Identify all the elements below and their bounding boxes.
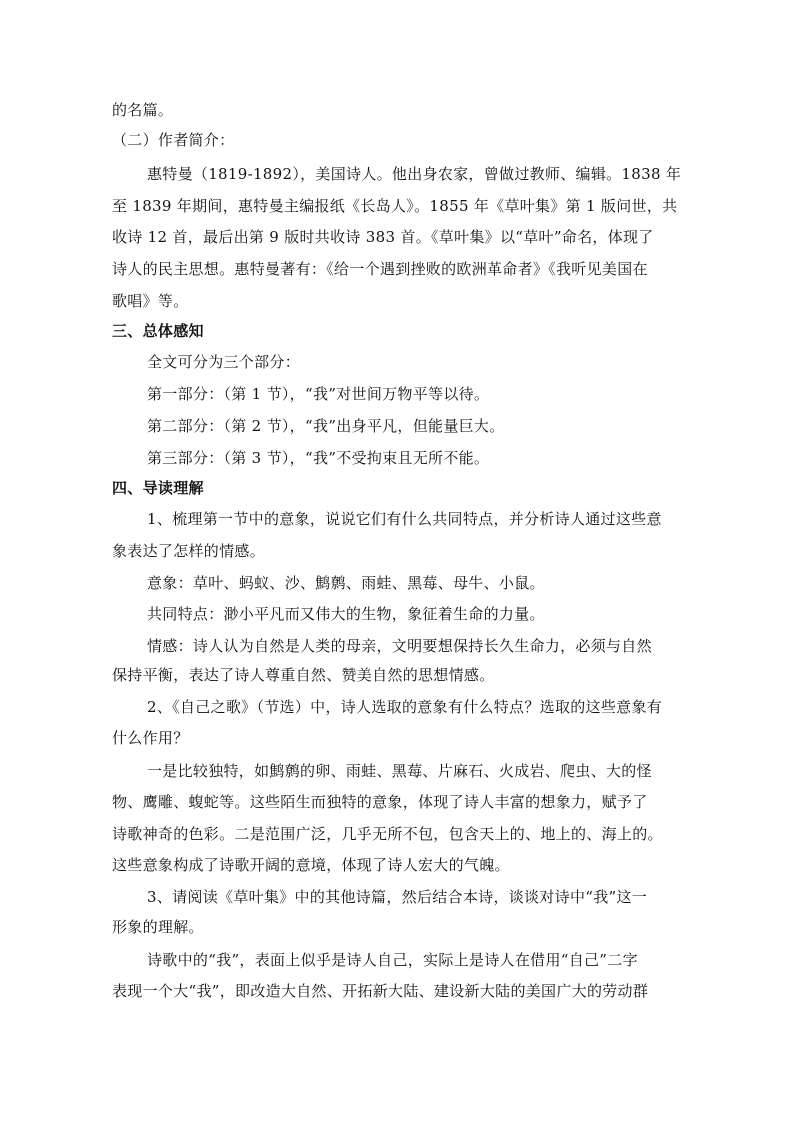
paragraph-line: 第一部分：（第 1 节），“我”对世间万物平等以待。	[147, 385, 490, 403]
paragraph-line: 诗歌中的“我”，表面上似乎是诗人自己，实际上是诗人在借用“自己”二字	[147, 951, 638, 969]
paragraph-line: 一是比较独特，如鹪鹩的卵、雨蛙、黑莓、片麻石、火成岩、爬虫、大的怪	[147, 762, 652, 780]
paragraph-line: 表现一个大“我”，即改造大自然、开拓新大陆、建设新大陆的美国广大的劳动群	[112, 982, 649, 1000]
paragraph-line: 共同特点：渺小平凡而又伟大的生物，象征着生命的力量。	[147, 605, 545, 623]
paragraph-line: 情感：诗人认为自然是人类的母亲，文明要想保持长久生命力，必须与自然	[147, 637, 652, 655]
paragraph-line: 第三部分：（第 3 节），“我”不受拘束且无所不能。	[147, 449, 490, 467]
paragraph-line: 歌唱》等。	[112, 292, 189, 310]
paragraph-line: 保持平衡，表达了诗人尊重自然、赞美自然的思想情感。	[112, 666, 495, 684]
paragraph-line: 第二部分：（第 2 节），“我”出身平凡，但能量巨大。	[147, 417, 505, 435]
paragraph-line: 2、《自己之歌》（节选）中，诗人选取的意象有什么特点？选取的这些意象有	[147, 698, 663, 716]
paragraph-line: 这些意象构成了诗歌开阔的意境，体现了诗人宏大的气魄。	[112, 856, 510, 874]
paragraph-line: 的名篇。	[112, 101, 174, 119]
section-heading: 四、导读理解	[112, 479, 204, 497]
paragraph-line: 意象：草叶、蚂蚁、沙、鹪鹩、雨蛙、黑莓、母牛、小鼠。	[147, 574, 545, 592]
section-heading: 三、总体感知	[112, 322, 204, 340]
section-subheading: （二）作者简介：	[112, 131, 235, 149]
paragraph-line: 至 1839 年期间，惠特曼主编报纸《长岛人》。1855 年《草叶集》第 1 版问世，共	[112, 197, 678, 215]
paragraph-line: 物、鹰雕、蝮蛇等。这些陌生而独特的意象，体现了诗人丰富的想象力，赋予了	[112, 793, 648, 811]
paragraph-line: 什么作用？	[112, 729, 189, 747]
paragraph-line: 形象的理解。	[112, 918, 204, 936]
paragraph-line: 诗人的民主思想。惠特曼著有：《给一个遇到挫败的欧洲革命者》《我听见美国在	[112, 260, 648, 278]
paragraph-line: 收诗 12 首，最后出第 9 版时共收诗 383 首。《草叶集》以“草叶”命名，体现了	[112, 228, 654, 246]
paragraph-line: 惠特曼（1819-1892），美国诗人。他出身农家，曾做过教师、编辑。1838 年	[147, 165, 682, 183]
paragraph-line: 象表达了怎样的情感。	[112, 542, 266, 560]
paragraph-line: 3、请阅读《草叶集》中的其他诗篇，然后结合本诗，谈谈对诗中“我”这一	[147, 888, 648, 906]
paragraph-line: 诗歌神奇的色彩。二是范围广泛，几乎无所不包，包含天上的、地上的、海上的。	[112, 825, 663, 843]
paragraph-line: 1、梳理第一节中的意象，说说它们有什么共同特点，并分析诗人通过这些意	[147, 510, 662, 528]
paragraph-line: 全文可分为三个部分：	[147, 353, 301, 371]
